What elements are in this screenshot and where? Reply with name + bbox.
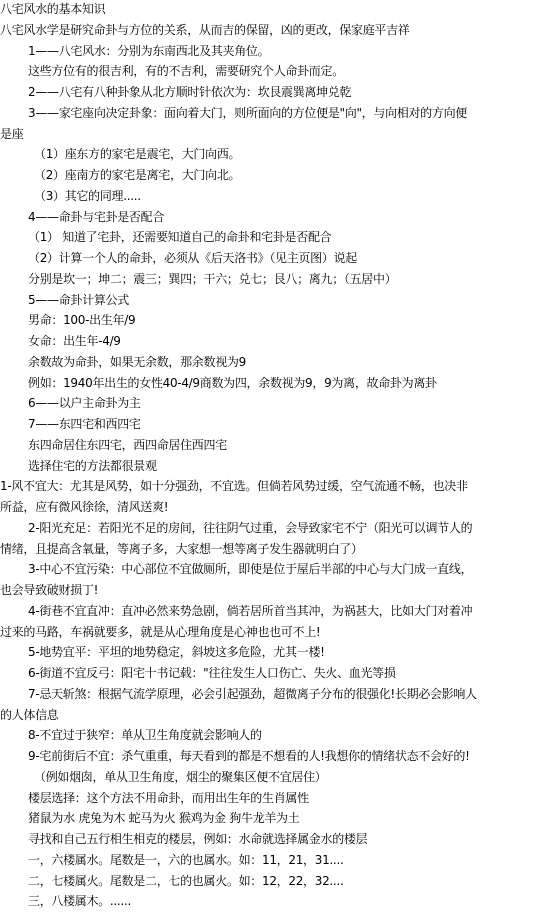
text-line: 5-地势宜平：平坦的地势稳定，斜坡这多危险，尤其一楼! — [28, 645, 325, 660]
text-line: 是座 — [0, 126, 24, 141]
text-line: 女命：出生年-4/9 — [28, 334, 121, 348]
text-line: （2）计算一个人的命卦，必须从《后天洛书》（见主页图）说起 — [28, 251, 357, 265]
text-line: 分别是坎一；坤二；震三；巽四；干六；兑七；艮八；离九；（五居中） — [28, 271, 397, 286]
text-line: 余数故为命卦，如果无余数，那余数视为9 — [28, 354, 246, 369]
text-line: 8-不宜过于狭窄：单从卫生角度就会影响人的 — [28, 728, 262, 743]
text-line: （2）座南方的家宅是离宅，大门向北。 — [34, 168, 241, 182]
text-line: 楼层选择：这个方法不用命卦，而用出生年的生肖属性 — [28, 790, 309, 805]
text-line: 男命：100-出生年/9 — [28, 313, 136, 328]
text-line: 4——命卦与宅卦是否配合 — [28, 209, 165, 224]
text-line: 二，七楼属火。尾数是二，七的也属火。如：12，22，32.... — [28, 873, 344, 888]
text-line: 5——命卦计算公式 — [28, 292, 129, 307]
text-line: 这些方位有的很吉利，有的不吉利，需要研究个人命卦而定。 — [28, 64, 344, 79]
text-line: 选择住宅的方法都很景观 — [28, 458, 157, 473]
text-line: 猪鼠为水 虎兔为木 蛇马为火 猴鸡为金 狗牛龙羊为土 — [28, 811, 300, 826]
text-line: 八宅风水的基本知识 — [0, 2, 106, 16]
text-line: 2-阳光充足：若阳光不足的房间，往往阴气过重，会导致家宅不宁（阳光可以调节人的 — [28, 520, 473, 535]
text-line: 例如：1940年出生的女性40-4/9商数为四，余数视为9，9为离，故命卦为离卦 — [28, 375, 437, 390]
text-line: 9-宅前街后不宜：杀气重重，每天看到的都是不想看的人!我想你的情绪状态不会好的! — [28, 749, 470, 763]
text-line: 4-街巷不宜直冲：直冲必然来势急剧，倘若居所首当其冲，为祸甚大，比如大门对着冲 — [28, 603, 473, 618]
text-line: 东四命居住东四宅，西四命居住西四宅 — [28, 437, 227, 452]
text-line: 1——八宅风水：分别为东南西北及其夹角位。 — [28, 43, 270, 58]
text-line: 也会导致破财损丁! — [0, 583, 99, 597]
text-line: 1-风不宜大：尤其是风势，如十分强劲，不宜选。但倘若风势过缓，空气流通不畅，也决非 — [0, 479, 468, 494]
text-line: 6-街道不宜反弓：阳宅十书记载："往往发生人口伤亡、失火、血光等损 — [28, 666, 396, 680]
text-line: 2——八宅有八种卦象从北方顺时针依次为：坎艮震巽离坤兑乾 — [28, 85, 352, 99]
text-line: 寻找和自己五行相生相克的楼层，例如：水命就选择属金水的楼层 — [28, 832, 368, 846]
text-line: 情绪，且提高含氧量，等离子多，大家想一想等离子发生器就明白了） — [0, 541, 363, 556]
text-line: 所益，应有微风徐徐，清风送爽! — [0, 500, 169, 514]
text-line: （1）座东方的家宅是震宅，大门向西。 — [34, 147, 241, 162]
text-line: （3）其它的同理..... — [34, 188, 141, 203]
text-line: 八宅风水学是研究命卦与方位的关系，从而吉的保留，凶的更改，保家庭平吉祥 — [0, 22, 410, 37]
text-line: 过来的马路，车祸就要多，就是从心理角度是心神也也可不上! — [0, 624, 321, 639]
text-line: 一，六楼属水。尾数是一，六的也属水。如：11，21，31.... — [28, 852, 344, 867]
text-line: 6——以户主命卦为主 — [28, 396, 141, 411]
text-line: 7——东四宅和西四宅 — [28, 417, 141, 431]
text-line: 3——家宅座向决定卦象：面向着大门，则所面向的方位便是"向"，与向相对的方向便 — [28, 105, 467, 120]
text-line: 三，八楼属木。...... — [28, 894, 131, 909]
text-line: （例如烟囱，单从卫生角度，烟尘的聚集区便不宜居住） — [34, 769, 327, 784]
text-line: 的人体信息 — [0, 707, 59, 722]
text-line: （1） 知道了宅卦，还需要知道自己的命卦和宅卦是否配合 — [28, 230, 332, 245]
text-line: 3-中心不宜污染：中心部位不宜做厕所，即使是位于屋后半部的中心与大门成一直线， — [28, 562, 473, 577]
text-line: 7-忌天斩煞：根据气流学原理，必会引起强劲，超微离子分布的很强化!长期必会影响人 — [28, 686, 477, 701]
